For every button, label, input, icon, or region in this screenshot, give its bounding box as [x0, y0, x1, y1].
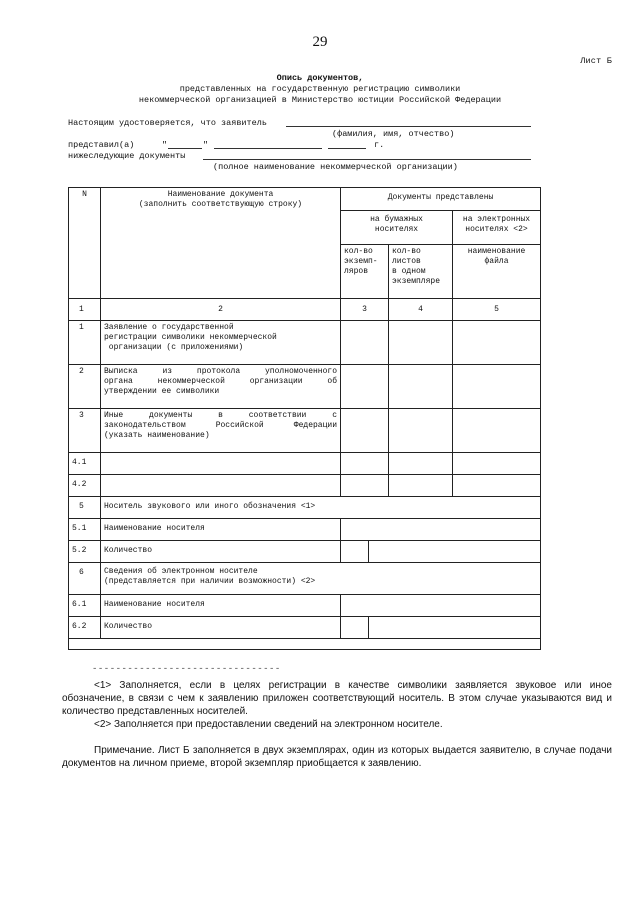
row-3-copies-input[interactable]	[340, 408, 389, 453]
row-number: 6.2	[68, 616, 101, 639]
header-sheets-line-3: в одном	[392, 267, 426, 276]
row-2-sheets-input[interactable]	[388, 364, 453, 409]
month-field[interactable]	[214, 148, 322, 149]
row-3-sheets-input[interactable]	[388, 408, 453, 453]
row-2-filename-input[interactable]	[452, 364, 541, 409]
column-number-3: 3	[340, 298, 389, 321]
footnote-1: <1> Заполняется, если в целях регистрации в качестве символики заявляется звуковое или иное обозначение, в связи с чем к заявлению приложен соответствующий носитель. В этом случае указываются вид и количество представленных носителей.	[62, 680, 612, 717]
header-paper-line-1: на бумажных	[370, 215, 423, 224]
year-suffix: г.	[374, 140, 385, 150]
row-5-2-extra-input[interactable]	[368, 540, 541, 563]
header-presented-label: Документы представлены	[387, 193, 494, 202]
applicant-name-field[interactable]	[286, 126, 531, 127]
document-subtitle-line-1: представленных на государственную регистрацию символики	[179, 84, 461, 94]
row-4-2-sheets-input[interactable]	[388, 474, 453, 497]
row-number: 2	[68, 364, 101, 409]
row-6-2-extra-input[interactable]	[368, 616, 541, 639]
header-sheets-line-1: кол-во	[392, 247, 421, 256]
organization-name-caption: (полное наименование некоммерческой организации)	[213, 162, 458, 172]
header-sheets-line-4: экземпляре	[392, 277, 441, 286]
table-row-2-name	[100, 364, 341, 409]
row-number: 3	[68, 408, 101, 453]
table-row-6-2-label: Количество	[100, 616, 341, 639]
footnote-2: <2> Заполняется при предоставлении сведений на электронном носителе.	[94, 719, 443, 730]
header-sheets-count	[388, 244, 453, 299]
row-1-sheets-input[interactable]	[388, 320, 453, 365]
applicant-name-caption: (фамилия, имя, отчество)	[332, 129, 455, 139]
table-row-1-name	[100, 320, 341, 365]
row-3-filename-input[interactable]	[452, 408, 541, 453]
sheet-label: Лист Б	[580, 56, 612, 66]
row-4-2-filename-input[interactable]	[452, 474, 541, 497]
row-number: 4.2	[68, 474, 101, 497]
header-filename-line-1: наименование	[467, 247, 526, 256]
document-subtitle-line-2: некоммерческой организацией в Министерство юстиции Российской Федерации	[138, 95, 502, 105]
row-4-1-filename-input[interactable]	[452, 452, 541, 475]
header-documents-presented	[340, 187, 541, 211]
column-number-1: 1	[68, 298, 101, 321]
header-copies-line-1: кол-во	[344, 247, 373, 256]
row-4-1-name-input[interactable]	[100, 452, 341, 475]
row-6-2-quantity-input[interactable]	[340, 616, 369, 639]
header-document-name	[100, 187, 341, 299]
row-number: 4.1	[68, 452, 101, 475]
row-1-copies-input[interactable]	[340, 320, 389, 365]
row-number: 1	[68, 320, 101, 365]
table-row-5-sound-media: Носитель звукового или иного обозначения <1>	[100, 496, 541, 519]
header-paper-line-2: носителях	[374, 225, 419, 234]
remark-note: Примечание. Лист Б заполняется в двух экземплярах, один из которых выдается заявителю, в случае подачи документов на личном приеме, второй экземпляр приобщается к заявлению.	[62, 745, 612, 769]
row-number: 5	[68, 496, 101, 519]
table-row-6-1-label: Наименование носителя	[100, 594, 341, 617]
header-copies-line-2: экземп-	[344, 257, 378, 266]
table-row-6-electronic-media	[100, 562, 541, 595]
row-6-line-1: Сведения об электронном носителе	[104, 567, 258, 576]
row-5-1-media-name-input[interactable]	[340, 518, 541, 541]
quote-open: "	[162, 140, 168, 150]
table-empty-footer-row	[68, 638, 541, 650]
row-3-line-2: законодательством Российской Федерации	[104, 421, 337, 430]
header-electronic-media	[452, 210, 541, 245]
header-paper-media	[340, 210, 453, 245]
row-number: 5.2	[68, 540, 101, 563]
organization-name-field[interactable]	[203, 159, 531, 160]
header-file-name	[452, 244, 541, 299]
header-n-label: N	[82, 190, 87, 199]
row-4-2-name-input[interactable]	[100, 474, 341, 497]
row-number: 6	[68, 562, 101, 595]
footnote-separator: --------------------------------	[92, 664, 281, 674]
column-number-5: 5	[452, 298, 541, 321]
day-field[interactable]	[168, 148, 202, 149]
row-1-line-2: регистрации символики некоммерческой	[104, 333, 277, 342]
header-name-line-1: Наименование документа	[167, 190, 274, 199]
header-copies-count	[340, 244, 389, 299]
row-2-line-3: утверждении ее символики	[104, 387, 220, 396]
table-row-5-1-label: Наименование носителя	[100, 518, 341, 541]
applicant-statement-label: Настоящим удостоверяется, что заявитель	[68, 118, 267, 128]
table-row-3-name	[100, 408, 341, 453]
header-name-line-2: (заполнить соответствующую строку)	[138, 200, 303, 209]
row-6-line-2: (представляется при наличии возможности) <2>	[104, 577, 316, 586]
year-field[interactable]	[328, 148, 366, 149]
row-number: 6.1	[68, 594, 101, 617]
row-1-line-1: Заявление о государственной	[104, 323, 234, 332]
row-2-copies-input[interactable]	[340, 364, 389, 409]
header-sheets-line-2: листов	[392, 257, 421, 266]
header-electronic-line-2: носителях <2>	[465, 225, 528, 234]
row-3-line-1: Иные документы в соответствии с	[104, 411, 337, 420]
header-electronic-line-1: на электронных	[462, 215, 531, 224]
row-5-2-quantity-input[interactable]	[340, 540, 369, 563]
table-row-5-2-label: Количество	[100, 540, 341, 563]
documents-table	[68, 187, 541, 650]
row-2-line-1: Выписка из протокола уполномоченного	[104, 367, 337, 376]
row-6-1-media-name-input[interactable]	[340, 594, 541, 617]
header-n	[68, 187, 101, 299]
row-4-2-copies-input[interactable]	[340, 474, 389, 497]
row-1-filename-input[interactable]	[452, 320, 541, 365]
row-3-line-3: (указать наименование)	[104, 431, 210, 440]
page-number: 29	[312, 34, 328, 50]
row-4-1-copies-input[interactable]	[340, 452, 389, 475]
submitted-label: представил(а)	[68, 140, 135, 150]
header-filename-line-2: файла	[484, 257, 509, 266]
row-4-1-sheets-input[interactable]	[388, 452, 453, 475]
row-number: 5.1	[68, 518, 101, 541]
row-2-line-2: органа некоммерческой организации об	[104, 377, 337, 386]
column-number-4: 4	[388, 298, 453, 321]
header-copies-line-3: ляров	[344, 267, 369, 276]
row-1-line-3: организации (с приложениями)	[104, 343, 244, 352]
column-number-2: 2	[100, 298, 341, 321]
documents-label: нижеследующие документы	[68, 151, 186, 161]
document-title: Опись документов,	[276, 73, 364, 83]
quote-close: "	[203, 140, 209, 150]
